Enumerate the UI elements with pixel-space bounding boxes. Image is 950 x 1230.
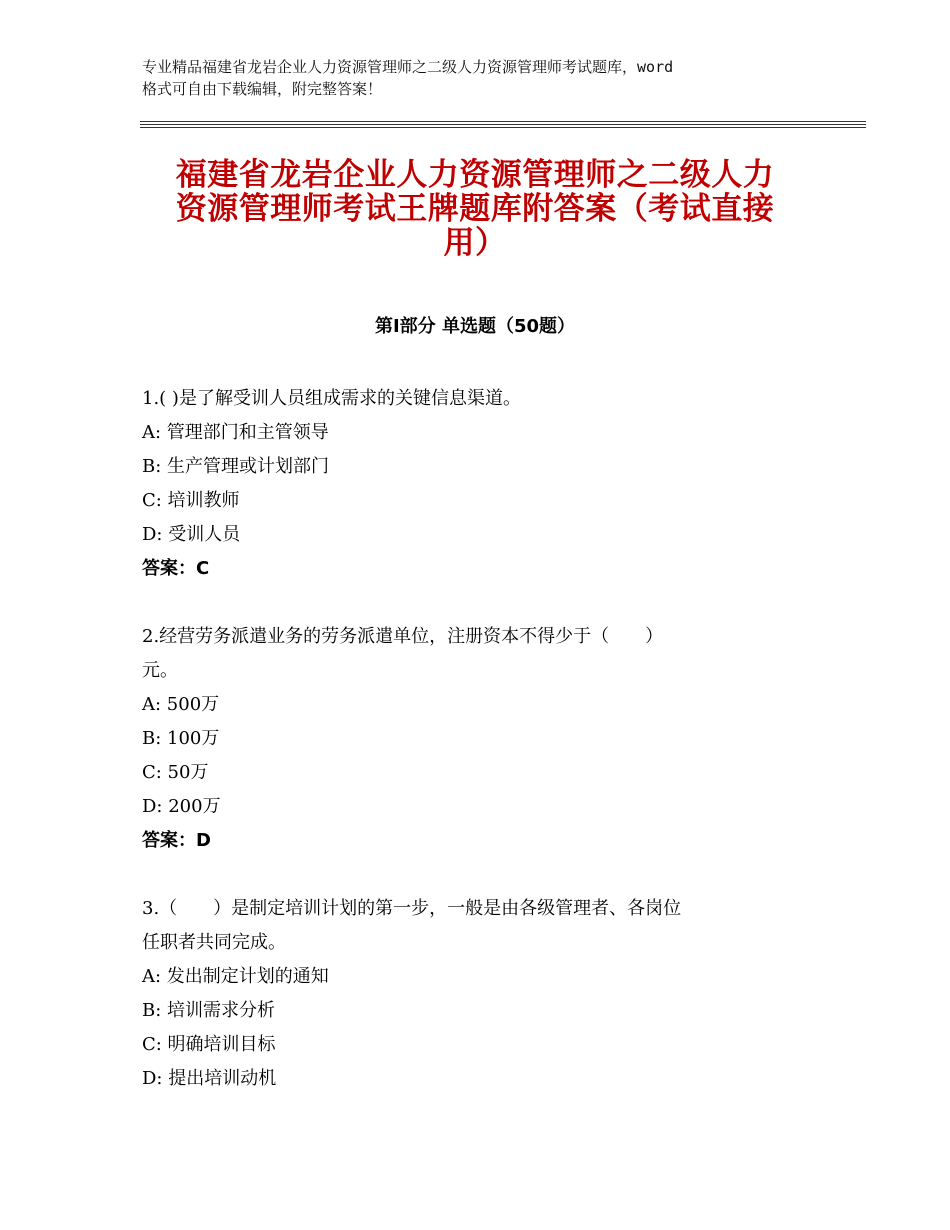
question-stem: 2.经营劳务派遣业务的劳务派遣单位，注册资本不得少于（ ）: [142, 626, 664, 647]
header-note-line-1: 专业精品福建省龙岩企业人力资源管理师之二级人力资源管理师考试题库，word: [142, 58, 674, 76]
question-1: [142, 382, 822, 586]
option-c: C: 培训教师: [142, 490, 240, 511]
option-d: D: 受训人员: [142, 524, 241, 545]
question-3: [142, 892, 822, 1096]
answer-label: 答案：D: [142, 830, 211, 851]
header-divider: [140, 127, 866, 128]
header-note-line-2: 格式可自由下载编辑，附完整答案！: [142, 80, 383, 98]
title-line-3: 用）: [443, 225, 507, 261]
header-divider: [140, 121, 866, 122]
header-note: [142, 56, 822, 100]
option-c: C: 明确培训目标: [142, 1034, 276, 1055]
option-b: B: 生产管理或计划部门: [142, 456, 330, 477]
question-stem: 1.( )是了解受训人员组成需求的关键信息渠道。: [142, 388, 521, 409]
title-line-1: 福建省龙岩企业人力资源管理师之二级人力: [175, 157, 775, 193]
answer-label: 答案：C: [142, 558, 210, 579]
header-divider: [140, 124, 866, 125]
title-line-2: 资源管理师考试王牌题库附答案（考试直接: [175, 191, 775, 227]
question-stem: 3.（ ）是制定培训计划的第一步，一般是由各级管理者、各岗位: [142, 898, 682, 919]
question-stem-continued: 元。: [142, 660, 178, 681]
option-d: D: 200万: [142, 796, 221, 817]
option-a: A: 管理部门和主管领导: [142, 422, 329, 443]
question-list: [142, 382, 822, 1130]
option-a: A: 发出制定计划的通知: [142, 966, 329, 987]
option-b: B: 100万: [142, 728, 220, 749]
option-a: A: 500万: [142, 694, 220, 715]
option-c: C: 50万: [142, 762, 209, 783]
document-title: [130, 158, 820, 260]
question-stem-continued: 任职者共同完成。: [142, 932, 286, 953]
option-d: D: 提出培训动机: [142, 1068, 277, 1089]
option-b: B: 培训需求分析: [142, 1000, 276, 1021]
question-2: [142, 620, 822, 858]
section-title: 第Ⅰ部分 单选题（50题）: [374, 316, 575, 337]
